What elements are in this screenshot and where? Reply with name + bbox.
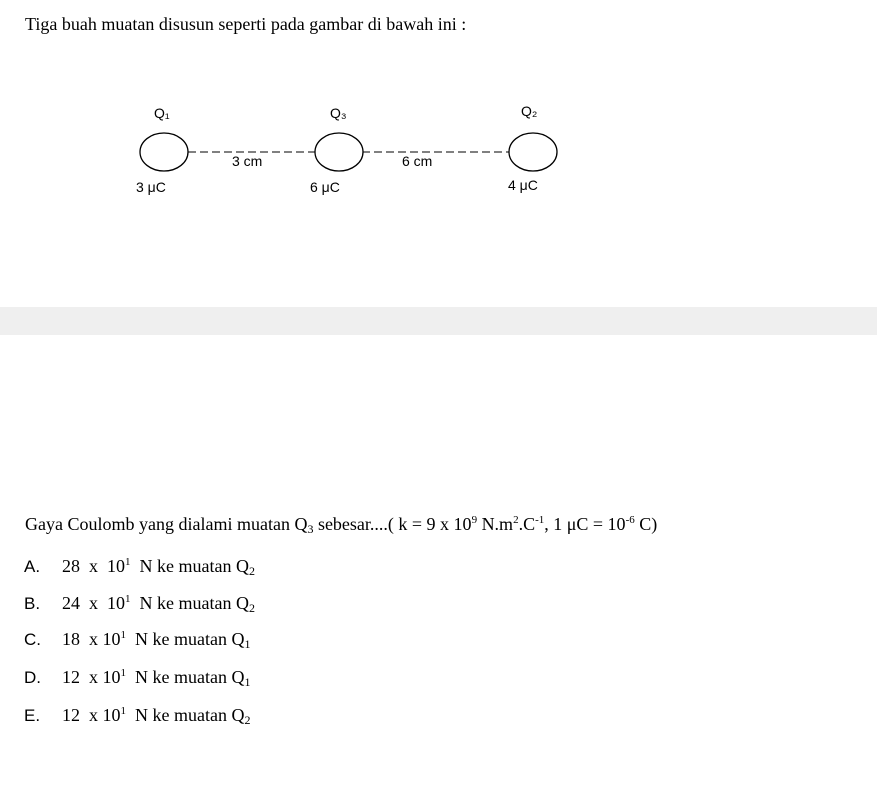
option-coef: 12 x 10 bbox=[62, 667, 121, 687]
q3-value: 6 μC bbox=[310, 179, 340, 195]
question-sub: 3 bbox=[307, 522, 314, 536]
option-a[interactable] bbox=[24, 553, 255, 579]
option-coef: 24 x 10 bbox=[62, 593, 125, 613]
option-rest: N ke muatan Q bbox=[126, 667, 245, 687]
question-suffix: C) bbox=[634, 514, 658, 534]
q2-value: 4 μC bbox=[508, 177, 538, 193]
charge-q1-circle bbox=[140, 133, 188, 171]
option-rest: N ke muatan Q bbox=[130, 556, 249, 576]
option-rest: N ke muatan Q bbox=[126, 629, 245, 649]
question-text bbox=[25, 512, 657, 538]
option-coef: 18 x 10 bbox=[62, 629, 121, 649]
option-coef: 28 x 10 bbox=[62, 556, 125, 576]
option-sub: 1 bbox=[244, 675, 251, 689]
option-letter: C. bbox=[24, 630, 41, 649]
option-rest: N ke muatan Q bbox=[130, 593, 249, 613]
question-exp-9: 9 bbox=[471, 514, 478, 526]
option-e[interactable] bbox=[24, 702, 250, 728]
option-exp: 1 bbox=[120, 705, 126, 717]
option-c[interactable] bbox=[24, 626, 250, 652]
q2-label: Q₂ bbox=[521, 103, 538, 119]
charge-q2-circle bbox=[509, 133, 557, 171]
question-exp-neg6: -6 bbox=[625, 514, 635, 526]
option-exp: 1 bbox=[120, 629, 126, 641]
option-d[interactable] bbox=[24, 664, 250, 690]
option-b[interactable] bbox=[24, 590, 255, 616]
charge-diagram bbox=[0, 0, 877, 300]
question-mid: sebesar....( k = 9 x 10 bbox=[313, 514, 472, 534]
option-letter: D. bbox=[24, 668, 41, 687]
distance-q1-q3: 3 cm bbox=[232, 153, 263, 169]
q3-label: Q₃ bbox=[330, 105, 347, 121]
question-units2: .C bbox=[518, 514, 536, 534]
option-rest: N ke muatan Q bbox=[126, 705, 245, 725]
intro-text: Tiga buah muatan disusun seperti pada gambar di bawah ini : bbox=[25, 14, 467, 34]
option-coef: 12 x 10 bbox=[62, 705, 121, 725]
q1-value: 3 μC bbox=[136, 179, 166, 195]
option-exp: 1 bbox=[120, 667, 126, 679]
option-sub: 1 bbox=[244, 637, 251, 651]
question-prefix: Gaya Coulomb yang dialami muatan Q bbox=[25, 514, 308, 534]
q1-label: Q₁ bbox=[154, 105, 170, 121]
question-exp-2: 2 bbox=[513, 514, 519, 526]
charge-q3-circle bbox=[315, 133, 363, 171]
distance-q3-q2: 6 cm bbox=[402, 153, 433, 169]
option-exp: 1 bbox=[125, 593, 131, 605]
question-mid2: , 1 μC = 10 bbox=[544, 514, 626, 534]
question-exp-neg1: -1 bbox=[535, 514, 545, 526]
option-letter: E. bbox=[24, 706, 41, 725]
question-units1: N.m bbox=[477, 514, 514, 534]
option-sub: 2 bbox=[244, 713, 251, 727]
option-letter: B. bbox=[24, 594, 41, 613]
option-sub: 2 bbox=[248, 601, 255, 615]
section-divider bbox=[0, 307, 877, 335]
option-letter: A. bbox=[24, 557, 41, 576]
option-exp: 1 bbox=[125, 556, 131, 568]
option-sub: 2 bbox=[248, 564, 255, 578]
